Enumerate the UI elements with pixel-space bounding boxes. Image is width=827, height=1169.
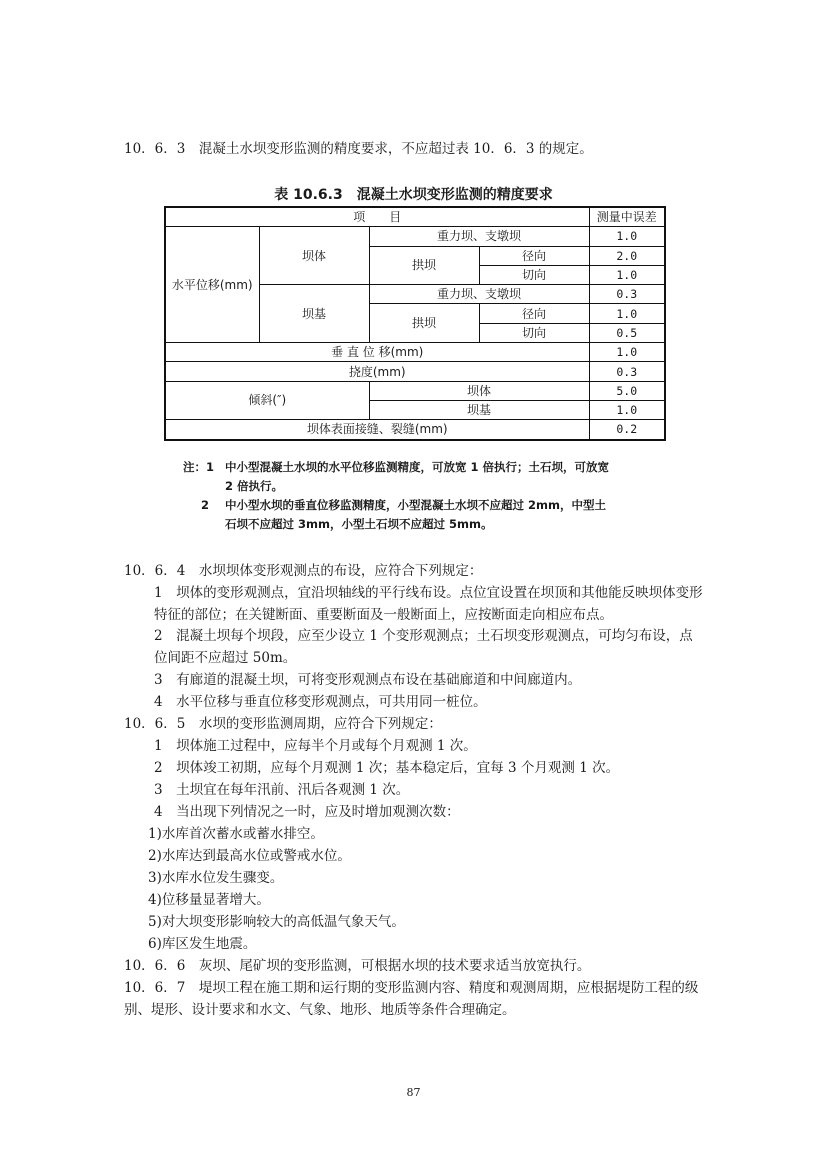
note-2 [183, 496, 683, 515]
clause-10-6-5-item-2: 2 坝体竣工初期，应每个月观测 1 次；基本稳定后，宜每 3 个月观测 1 次。 [154, 760, 620, 776]
tilt-label: 倾斜(″) [165, 381, 369, 420]
note-1 [183, 458, 683, 477]
dam-base-label: 坝基 [369, 400, 589, 419]
dam-base-label: 坝基 [259, 285, 369, 343]
note-spacer [183, 477, 225, 496]
value-cell: 0.3 [589, 285, 665, 304]
note-2-cont [183, 515, 683, 534]
note-text: 石坝不应超过 3mm，小型土石坝不应超过 5mm。 [225, 517, 493, 531]
v-disp-label: 垂 直 位 移(mm) [165, 343, 589, 362]
sub-item-6: 6)库区发生地震。 [148, 936, 257, 952]
value-cell: 1.0 [589, 343, 665, 362]
item-text: 1 坝体的变形观测点，宜沿坝轴线的平行线布设。点位宜设置在坝顶和其他能反映坝体变形特征的部位；在关键断面、重要断面及一般断面上，应按断面走向相应布点。 [154, 585, 703, 623]
sub-item-1: 1)水库首次蓄水或蓄水排空。 [148, 826, 324, 842]
value-cell: 2.0 [589, 246, 665, 265]
table-row [165, 343, 665, 362]
value-cell: 0.5 [589, 323, 665, 342]
value-cell: 1.0 [589, 227, 665, 246]
clause-10-6-5-item-4: 4 当出现下列情况之一时，应及时增加观测次数： [154, 804, 460, 820]
deflection-label: 挠度(mm) [165, 362, 589, 381]
dam-body-label: 坝体 [369, 381, 589, 400]
radial-label: 径向 [479, 304, 589, 323]
sub-item-2: 2)水库达到最高水位或警戒水位。 [148, 848, 351, 864]
tangential-label: 切向 [479, 323, 589, 342]
clause-10-6-4-item-1 [124, 582, 706, 626]
table-caption: 表 10.6.3 混凝土水坝变形监测的精度要求 [274, 187, 553, 203]
clause-10-6-4: 10．6．4 水坝坝体变形观测点的布设，应符合下列规定： [124, 563, 483, 579]
h-disp-label: 水平位移(mm) [165, 227, 259, 343]
joints-label: 坝体表面接缝、裂缝(mm) [165, 420, 589, 440]
sub-item-5: 5)对大坝变形影响较大的高低温气象天气。 [148, 914, 405, 930]
clause-10-6-5-item-3: 3 土坝宜在每年汛前、汛后各观测 1 次。 [154, 782, 410, 798]
note-text: 2 倍执行。 [225, 479, 284, 493]
header-error: 测量中误差 [589, 207, 665, 227]
value-cell: 1.0 [589, 400, 665, 419]
note-1-cont [183, 477, 683, 496]
gravity-label: 重力坝、支墩坝 [369, 285, 589, 304]
value-cell: 0.3 [589, 362, 665, 381]
table-row [165, 381, 665, 400]
clause-10-6-3: 10．6．3 混凝土水坝变形监测的精度要求，不应超过表 10．6．3 的规定。 [124, 141, 593, 157]
table-row [165, 362, 665, 381]
clause-10-6-5: 10．6．5 水坝的变形监测周期，应符合下列规定： [124, 716, 442, 732]
sub-item-4: 4)位移量显著增大。 [148, 892, 270, 908]
note-text: 中小型水坝的垂直位移监测精度，小型混凝土水坝不应超过 2mm，中型土 [225, 498, 606, 512]
clause-10-6-7: 10．6．7 堤坝工程在施工期和运行期的变形监测内容、精度和观测周期，应根据堤防工程的级别、堤形、设计要求和水文、气象、地形、地质等条件合理确定。 [124, 980, 699, 1018]
table-row [165, 420, 665, 440]
arch-label: 拱坝 [369, 246, 479, 285]
table-notes [183, 458, 683, 534]
clause-10-6-6: 10．6．6 灰坝、尾矿坝的变形监测，可根据水坝的技术要求适当放宽执行。 [124, 958, 591, 974]
note-spacer [183, 515, 225, 534]
value-cell: 5.0 [589, 381, 665, 400]
value-cell: 0.2 [589, 420, 665, 440]
header-item: 项 目 [165, 207, 589, 227]
item-text: 2 混凝土坝每个坝段，应至少设立 1 个变形观测点；土石坝变形观测点，可均匀布设，点位间距不应超过 50m。 [154, 628, 693, 666]
arch-label: 拱坝 [369, 304, 479, 343]
gravity-label: 重力坝、支墩坝 [369, 227, 589, 246]
precision-table [164, 206, 666, 441]
table-row [165, 227, 665, 246]
value-cell: 1.0 [589, 265, 665, 284]
value-cell: 1.0 [589, 304, 665, 323]
sub-item-3: 3)水库水位发生骤变。 [148, 870, 284, 886]
dam-body-label: 坝体 [259, 227, 369, 285]
clause-10-6-4-item-4: 4 水平位移与垂直位移变形观测点，可共用同一桩位。 [154, 694, 487, 710]
tangential-label: 切向 [479, 265, 589, 284]
clause-10-6-4-item-3: 3 有廊道的混凝土坝，可将变形观测点布设在基础廊道和中间廊道内。 [154, 672, 582, 688]
note-label: 2 [201, 498, 210, 512]
radial-label: 径向 [479, 246, 589, 265]
note-label: 注：1 [183, 460, 215, 474]
clause-10-6-4-item-2 [124, 625, 706, 669]
table-header-row [165, 207, 665, 227]
page-number: 87 [406, 1086, 421, 1099]
note-text: 中小型混凝土水坝的水平位移监测精度，可放宽 1 倍执行；土石坝，可放宽 [225, 460, 610, 474]
clause-10-6-5-item-1: 1 坝体施工过程中，应每半个月或每个月观测 1 次。 [154, 738, 477, 754]
